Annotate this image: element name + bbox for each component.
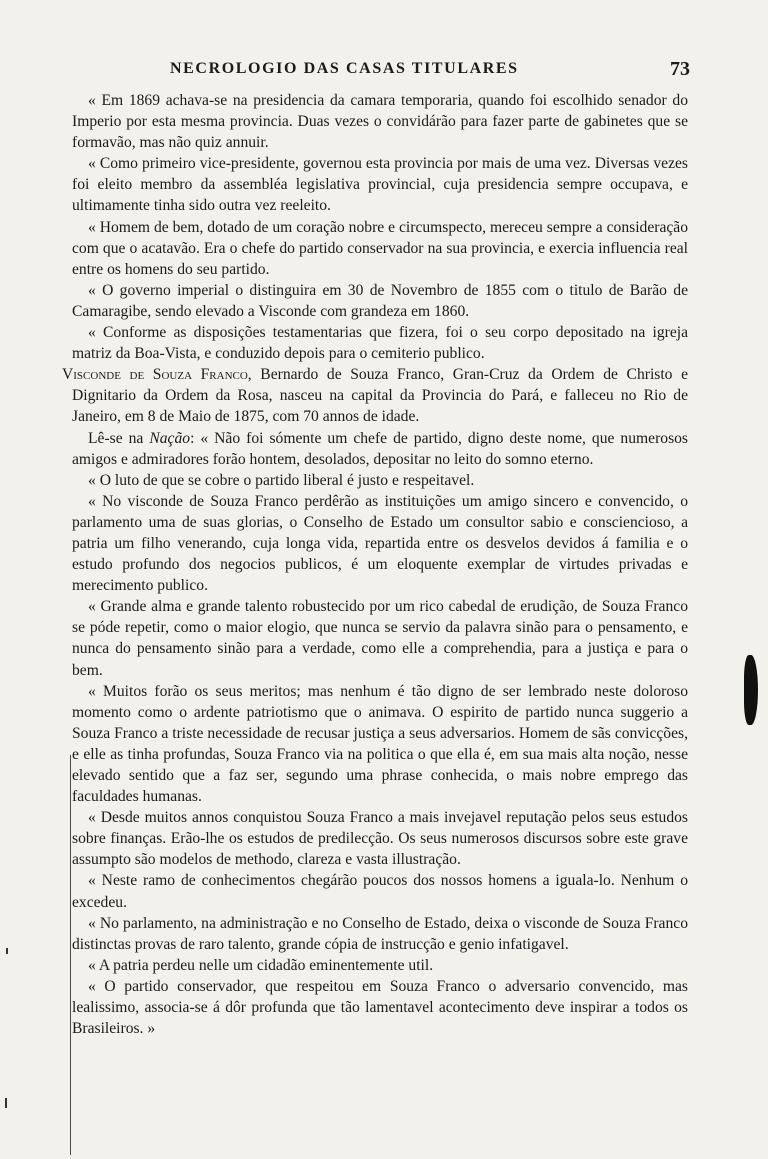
entry-heading-paragraph <box>62 364 688 427</box>
paragraph: « Em 1869 achava-se na presidencia da camara temporaria, quando foi escolhido senador do Imperio por esta mesma provincia. Duas vezes o convidárão para fazer parte de gabinetes que se formavão, mas não quiz annuir. <box>72 92 688 152</box>
quote-paragraph: « A patria perdeu nelle um cidadão eminentemente util. <box>88 956 434 974</box>
quote-paragraph: « No parlamento, na administração e no Conselho de Estado, deixa o visconde de Souza Franco distinctas provas de raro talento, grande cópia de instrucção e genio infatigavel. <box>72 914 688 953</box>
paragraph <box>72 428 688 470</box>
quote-paragraph: « O partido conservador, que respeitou em Souza Franco o adversario convencido, mas lealissimo, associa-se á dôr profunda que tão lamentavel acontecimento deve inspirar a todos os Brasileiros. » <box>72 977 688 1038</box>
edge-tick <box>5 1098 7 1108</box>
nacao-source: Nação <box>149 429 191 447</box>
edge-tick <box>6 948 8 954</box>
margin-ink-mark <box>744 655 758 725</box>
paragraph: « Como primeiro vice-presidente, governou esta provincia por mais de uma vez. Diversas vezes foi eleito membro da assembléa legislativa provincial, cuja presidencia sempre occupava, e ultimamente tinha sido outra vez reeleito. <box>72 155 688 215</box>
quote-paragraph: « Muitos forão os seus meritos; mas nenhum é tão digno de ser lembrado neste doloroso momento como o ardente patriotismo que o animava. O espirito de partido nunca suggerio a Souza Franco a triste necessidade de recusar justiça a seus adversarios. Homem de sãs convicções, e elle as tinha profundas, Souza Franco via na politica o que ella é, em sua mais alta noção, nesse elevado sentido que a faz ser, segundo uma phrase conhecida, o mais nobre emprego das faculdades humanas. <box>72 682 688 806</box>
quote-paragraph: « Neste ramo de conhecimentos chegárão poucos dos nossos homens a iguala-lo. Nenhum o excedeu. <box>72 872 688 911</box>
running-title: NECROLOGIO DAS CASAS TITULARES <box>170 60 519 77</box>
margin-rule <box>70 755 71 1155</box>
quote-paragraph: « Desde muitos annos conquistou Souza Franco a mais invejavel reputação pelos seus estudos sobre finanças. Erão-lhe os estudos de predilecção. Os seus numerosos discursos sobre este grave assumpto são modelos de methodo, clareza e vasta illustração. <box>72 809 688 869</box>
paragraph: « Homem de bem, dotado de um coração nobre e circumspecto, mereceu sempre a consideração com que o acatavão. Era o chefe do partido conservador na sua provincia, e exercia influencia real entre os homens do seu partido. <box>72 218 688 278</box>
page-header <box>60 58 690 88</box>
entry-text: Bernardo de Souza Franco, Gran-Cruz da Ordem de Christo e Dignitario da Ordem da Rosa, nasceu na capital da Provincia do Pará, e falleceu no Rio de Janeiro, em 8 de Maio de 1875, com 70 annos de idade. <box>72 366 688 426</box>
quote-paragraph: « No visconde de Souza Franco perdêrão as instituições um amigo sincero e convencido, o parlamento uma de suas glorias, o Conselho de Estado um consultor sabio e consciencioso, a patria um filho venerando, cuja longa vida, repartida entre os desvelos devidos á familia e o estudo profundo dos negocios publicos, é um eloquente exemplar de virtudes privadas e merecimento publico. <box>72 492 688 595</box>
body-text <box>62 90 688 1039</box>
quote-paragraph: « O luto de que se cobre o partido liberal é justo e respeitavel. <box>88 471 475 489</box>
paragraph: « Conforme as disposições testamentarias que fizera, foi o seu corpo depositado na igreja matriz da Boa-Vista, e conduzido depois para o cemiterio publico. <box>72 324 688 363</box>
paragraph: « O governo imperial o distinguira em 30 de Novembro de 1855 com o titulo de Barão de Camaragibe, sendo elevado a Visconde com grandeza em 1860. <box>72 281 688 320</box>
nacao-text: : « Não foi sómente um chefe de partido, digno deste nome, que numerosos amigos e admiradores forão hontem, desolados, depositar no leito do somno eterno. <box>72 429 688 468</box>
page-number: 73 <box>670 58 690 80</box>
nacao-prefix: Lê-se na <box>88 429 150 447</box>
entry-name: Visconde de Souza Franco, <box>62 366 252 384</box>
quote-paragraph: « Grande alma e grande talento robustecido por um rico cabedal de erudição, de Souza Franco se póde repetir, como o maior elogio, que nunca se servio da palavra sinão para o pensamento, e nunca do pensamento sinão para a verdade, como elle a comprehendia, para a justiça e para o bem. <box>72 598 688 679</box>
